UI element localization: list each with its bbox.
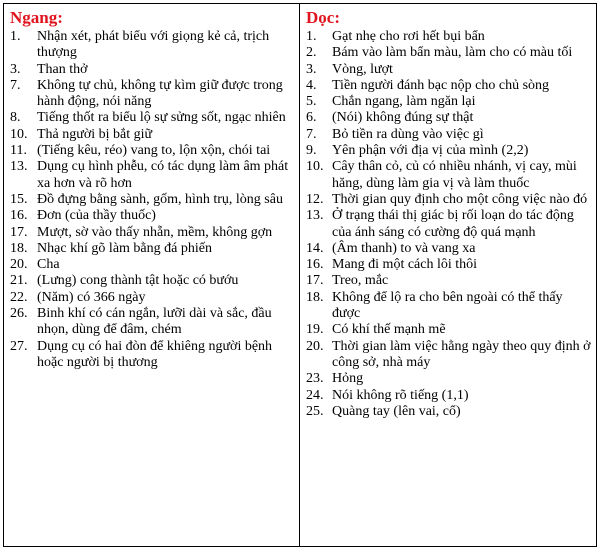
clue-text: Mang đi một cách lôi thôi <box>332 257 478 273</box>
doc-column <box>300 4 596 546</box>
ngang-clue-item <box>10 257 295 273</box>
clue-number: 2. <box>306 45 317 61</box>
clue-text: Gạt nhẹ cho rơi hết bụi bẩn <box>332 29 485 44</box>
clue-number: 15. <box>10 191 28 207</box>
doc-clue-item <box>306 143 592 159</box>
clue-number: 14. <box>306 240 324 256</box>
clue-number: 26. <box>10 306 28 322</box>
clue-number: 10. <box>10 126 28 142</box>
clue-number: 8. <box>10 110 21 126</box>
clue-number: 9. <box>306 143 317 159</box>
ngang-clue-item <box>10 290 295 306</box>
clue-text: Tiền người đánh bạc nộp cho chủ sòng <box>332 77 550 93</box>
clue-text: Có khí thế mạnh mẽ <box>332 322 446 338</box>
clue-number: 7. <box>10 77 21 93</box>
doc-clue-item <box>306 322 592 338</box>
clue-number: 24. <box>306 387 324 403</box>
doc-clue-item <box>306 225 592 241</box>
doc-clue-item <box>306 371 592 387</box>
ngang-clue-item <box>10 241 295 257</box>
clue-number: 18. <box>10 240 28 256</box>
doc-clue-item <box>306 110 592 126</box>
clue-number: 10. <box>306 159 324 175</box>
doc-clue-list <box>306 29 592 420</box>
clue-text: Hỏng <box>332 371 364 387</box>
doc-clue-item <box>306 257 592 273</box>
doc-clue-item <box>306 404 592 420</box>
clue-number: 19. <box>306 322 324 338</box>
clue-text: Thời gian làm việc hằng ngày theo quy định ở công sở, nhà máy <box>332 338 591 370</box>
clue-text: Cha <box>37 257 60 273</box>
doc-clue-item <box>306 29 592 45</box>
clue-number: 17. <box>10 224 28 240</box>
clue-number: 21. <box>10 273 28 289</box>
clue-text: (Năm) có 366 ngày <box>37 289 146 305</box>
doc-clue-item <box>306 339 592 372</box>
clue-text: Bỏ tiền ra dùng vào việc gì <box>332 126 484 142</box>
clue-text: Dụng cụ có hai đòn để khiêng người bệnh hoặc người bị thương <box>37 338 273 370</box>
clue-number: 3. <box>10 61 21 77</box>
clue-text: Đơn (của thầy thuốc) <box>37 208 156 224</box>
clue-number: 11. <box>10 143 27 159</box>
clue-number <box>306 225 332 241</box>
clue-text: Chắn ngang, làm ngăn lại <box>332 94 476 110</box>
clue-text: Treo, mắc <box>332 273 389 289</box>
ngang-clue-item <box>10 110 295 126</box>
ngang-clue-list <box>10 29 295 371</box>
ngang-clue-item <box>10 159 295 192</box>
clue-number: 4. <box>306 77 317 93</box>
ngang-clue-item <box>10 339 295 372</box>
clue-number: 13. <box>10 159 28 175</box>
ngang-clue-item <box>10 143 295 159</box>
doc-clue-item <box>306 94 592 110</box>
clue-number: 18. <box>306 289 324 305</box>
clue-number: 16. <box>10 208 28 224</box>
clue-number: 17. <box>306 273 324 289</box>
doc-clue-item <box>306 78 592 94</box>
clue-text: (Tiếng kêu, réo) vang to, lộn xộn, chói tai <box>37 143 271 159</box>
clue-text: Dụng cụ hình phễu, có tác dụng làm âm phát xa hơn và rõ hơn <box>37 159 289 191</box>
doc-clue-item <box>306 127 592 143</box>
clue-number: 3. <box>306 61 317 77</box>
clue-number: 1. <box>10 29 21 44</box>
doc-clue-item <box>306 62 592 78</box>
clue-text: của ánh sáng có cường độ quá mạnh <box>332 224 536 240</box>
clue-text: (Lưng) cong thành tật hoặc có bướu <box>37 273 239 289</box>
clue-number: 25. <box>306 403 324 419</box>
clue-number: 13. <box>306 208 324 224</box>
clue-number: 22. <box>10 289 28 305</box>
clue-text: Thả người bị bắt giữ <box>37 126 153 142</box>
ngang-clue-item <box>10 78 295 111</box>
ngang-clue-item <box>10 29 295 62</box>
ngang-clue-item <box>10 192 295 208</box>
clue-number: 20. <box>10 257 28 273</box>
doc-heading: Dọc: <box>306 8 340 27</box>
clue-text: Ở trạng thái thị giác bị rối loạn do tác động <box>332 208 574 224</box>
ngang-clue-item <box>10 208 295 224</box>
clue-text: Tiếng thốt ra biểu lộ sự sửng sốt, ngạc nhiên <box>37 110 286 126</box>
doc-clue-item <box>306 192 592 208</box>
ngang-clue-item <box>10 225 295 241</box>
doc-clue-item <box>306 208 592 224</box>
ngang-clue-item <box>10 127 295 143</box>
clue-text: Nói không rõ tiếng (1,1) <box>332 387 469 403</box>
clue-text: Yên phận với địa vị của mình (2,2) <box>332 143 529 159</box>
doc-clue-item <box>306 241 592 257</box>
clue-number: 6. <box>306 110 317 126</box>
clue-text: Vòng, lượt <box>332 61 393 77</box>
clue-text: (Nói) không đúng sự thật <box>332 110 474 126</box>
clue-text: Cây thân cỏ, củ có nhiều nhánh, vị cay, mùi hăng, dùng làm gia vị và làm thuốc <box>332 159 577 191</box>
ngang-clue-item <box>10 273 295 289</box>
clue-text: Than thở <box>37 61 88 77</box>
clue-number: 12. <box>306 191 324 207</box>
clue-text: (Âm thanh) to và vang xa <box>332 240 476 256</box>
crossword-clues-table <box>3 3 597 547</box>
doc-clue-item <box>306 290 592 323</box>
clue-text: Không để lộ ra cho bên ngoài có thể thấy được <box>332 289 563 322</box>
clue-text: Đồ đựng bằng sành, gốm, hình trụ, lòng sâu <box>37 191 283 207</box>
clue-text: Binh khí có cán ngắn, lưỡi dài và sắc, đầu nhọn, dùng để đâm, chém <box>37 306 272 338</box>
clue-text: Mượt, sờ vào thấy nhẵn, mềm, không gợn <box>37 224 273 240</box>
ngang-clue-item <box>10 306 295 339</box>
clue-number: 1. <box>306 29 317 44</box>
clue-number: 23. <box>306 371 324 387</box>
doc-clue-item <box>306 388 592 404</box>
doc-clue-item <box>306 45 592 61</box>
clue-text: Quàng tay (lên vai, cổ) <box>332 403 461 419</box>
clue-text: Thời gian quy định cho một công việc nào đó <box>332 191 588 207</box>
clue-text: Bám vào làm bẩn màu, làm cho có màu tối <box>332 45 573 61</box>
clue-text: Nhận xét, phát biểu với giọng kẻ cả, trịch thượng <box>37 29 270 61</box>
doc-clue-item <box>306 159 592 192</box>
doc-clue-item <box>306 273 592 289</box>
clue-text: Nhạc khí gõ làm bằng đá phiến <box>37 240 212 256</box>
ngang-heading: Ngang: <box>10 8 63 27</box>
clue-number: 7. <box>306 126 317 142</box>
ngang-column <box>4 4 300 546</box>
clue-text: Không tự chủ, không tự kìm giữ được trong hành động, nói năng <box>37 77 283 110</box>
clue-number: 16. <box>306 257 324 273</box>
ngang-clue-item <box>10 62 295 78</box>
clue-number: 20. <box>306 338 324 354</box>
clue-number: 27. <box>10 338 28 354</box>
clue-number: 5. <box>306 94 317 110</box>
